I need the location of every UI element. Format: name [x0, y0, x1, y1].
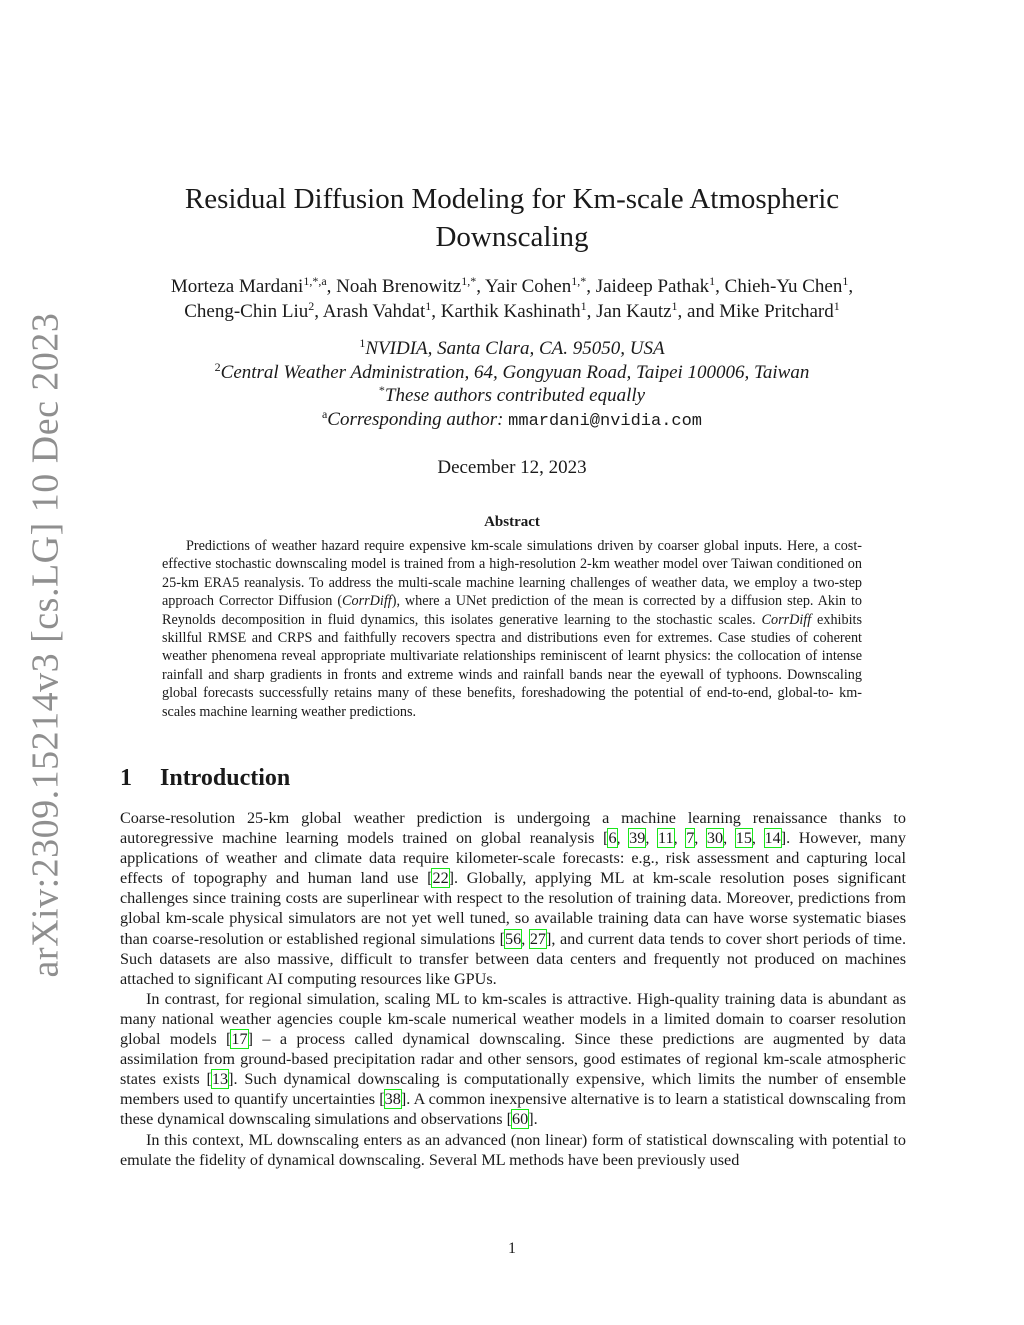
- introduction-body: [120, 808, 906, 1170]
- paragraph-text: Coarse-resolution 25-km global weather prediction is undergoing a machine learning renaissance thanks to autoregressive machine learning models trained on global reanalysis [: [120, 809, 906, 848]
- affiliation-mark: 2: [214, 360, 221, 374]
- publication-date: December 12, 2023: [437, 457, 587, 478]
- citation-link[interactable]: 22: [432, 869, 449, 888]
- citation-link[interactable]: 38: [384, 1090, 401, 1109]
- paragraph-text: ].: [528, 1110, 538, 1129]
- author-list: Morteza Mardani$^{1,*,a}$, Noah Brenowitz$^{1,*}$, Yair Cohen$^{1,*}$, Jaideep Pathak$^1$, Chieh-Yu Chen$^1$, Cheng-Chin Liu$^2$, Arash Vahdat$^1$, Karthik Kashinath$^1$, Jan Kautz$^1$, and Mike Pritchard$^1$: [170, 274, 854, 322]
- paragraph-text: ]. Globally, applying ML at km-scale resolution poses significant challenges since training costs are superlinear with respect to the resolution of training data. Moreover, predictions from global km-scale physical simulators are not yet well tuned, so available training data can have worse systematic biases than coarse-resolution or established regional simulations [: [120, 869, 906, 948]
- author-mark: 2: [308, 299, 315, 313]
- model-name: CorrDiff: [342, 593, 392, 610]
- author-name: Mike Pritchard: [719, 301, 834, 322]
- corresponding-mark: a: [321, 407, 328, 421]
- affiliation-text: Central Weather Administration, 64, Gongyuan Road, Taipei 100006, Taiwan: [220, 362, 810, 383]
- citation-link[interactable]: 15: [735, 829, 752, 848]
- corresponding-author: [100, 408, 924, 434]
- paragraph: [120, 989, 906, 1130]
- citation-link[interactable]: 11: [657, 829, 674, 848]
- citation-link[interactable]: 56: [505, 929, 522, 948]
- author-mark: 1: [425, 299, 432, 313]
- paragraph-text: ]. Such dynamical downscaling is computationally expensive, which limits the number of ensemble members used to quantify uncertainties [: [120, 1070, 906, 1109]
- citation-link[interactable]: 7: [686, 829, 695, 848]
- author-mark: 1,*: [461, 274, 477, 288]
- affiliation-text: These authors contributed equally: [384, 385, 646, 406]
- section-number: 1: [120, 765, 132, 791]
- email-link[interactable]: mmardani@nvidia.com: [508, 412, 703, 431]
- affiliation-1: [100, 337, 924, 361]
- author-name: Morteza Mardani: [170, 276, 304, 297]
- section-title: Introduction: [160, 765, 291, 791]
- arxiv-identifier-stamp: [24, 312, 66, 978]
- author-mark: 1: [842, 274, 849, 288]
- abstract-text: ), where a UNet prediction of the mean is corrected by a diffusion step. Akin to Reynolds decomposition in fluid dynamics, this isolates generative learning to the stochastic scales.: [162, 593, 862, 628]
- citation-link[interactable]: 14: [764, 829, 781, 848]
- author-mark: 1: [671, 299, 678, 313]
- citation-link[interactable]: 13: [211, 1070, 229, 1089]
- paragraph-text: ]. A common inexpensive alternative is to learn a statistical downscaling from these dynamical downscaling simulations and observations [: [120, 1090, 906, 1129]
- arxiv-stamp-text: arXiv:2309.15214v3 [cs.LG] 10 Dec 2023: [24, 312, 66, 978]
- abstract-text: Predictions of weather hazard require expensive km-scale simulations driven by coarser global inputs. Here, a cost-effective stochastic downscaling model is trained from a high-resolution 2-km weather model over Taiwan conditioned on 25-km ERA5 reanalysis. To address the multi-scale machine learning challenges of weather data, we employ a two-step approach Corrector Diffusion (: [162, 538, 862, 610]
- citation-link[interactable]: 39: [629, 829, 646, 848]
- author-connector: and: [687, 301, 715, 322]
- page-number: 1: [508, 1240, 516, 1257]
- paragraph-text: ] – a process called dynamical downscaling. Since these predictions are augmented by data assimilation from ground-based precipitation radar and other sensors, good estimates of regional km-scale atmospheric states exists [: [120, 1030, 906, 1089]
- paragraph-text: ]. However, many applications of weather and climate data require kilometer-scale forecasts: e.g., risk assessment and capturing local effects of topography and human land use [: [120, 829, 906, 888]
- paragraph-text: In this context, ML downscaling enters as an advanced (non linear) form of statistical downscaling with potential to emulate the fidelity of dynamical downscaling. Several ML methods have been previously used: [120, 1130, 906, 1169]
- paper-title: Residual Diffusion Modeling for Km-scale Atmospheric Downscaling: [184, 183, 840, 253]
- author-mark: 1,*: [571, 274, 587, 288]
- abstract-text: exhibits skillful RMSE and CRPS and faithfully recovers spectra and distributions even for extremes. Case studies of coherent weather phenomena reveal appropriate multivariate relationships reminiscent of learnt physics: the collocation of intense rainfall and sharp gradients in fronts and extreme winds and rainfall bands near the eyewall of typhoons. Downscaling global forecasts successfully retains many of these benefits, foreshadowing the potential of end-to-end, global-to- km-scales machine learning weather predictions.: [162, 611, 862, 720]
- model-name: CorrDiff: [761, 611, 812, 628]
- affiliation-2: [100, 361, 924, 385]
- paragraph: [120, 1130, 906, 1170]
- author-mark: 1,*,a: [303, 274, 327, 288]
- paragraph-text: In contrast, for regional simulation, scaling ML to km-scales is attractive. High-quality training data is abundant as many national weather agencies couple km-scale numerical weather models in a limited domain to coarser resolution global models [: [120, 989, 906, 1049]
- author-name: Chieh-Yu Chen: [724, 276, 843, 297]
- abstract-heading: Abstract: [484, 514, 540, 530]
- author-name: Cheng-Chin Liu: [184, 301, 309, 322]
- citation-link[interactable]: 27: [529, 929, 547, 948]
- corresponding-label: Corresponding author:: [327, 409, 504, 430]
- citation-link[interactable]: 30: [706, 829, 724, 848]
- author-name: Yair Cohen: [485, 276, 572, 297]
- affiliation-text: NVIDIA, Santa Clara, CA. 95050, USA: [365, 338, 665, 359]
- citation-link[interactable]: 60: [512, 1110, 529, 1129]
- citation-link[interactable]: 17: [231, 1030, 248, 1049]
- equal-contribution-note: [100, 384, 924, 408]
- affiliation-mark: 1: [359, 336, 366, 350]
- author-name: Arash Vahdat: [322, 301, 426, 322]
- paragraph: Coarse-resolution 25-km global weather prediction is undergoing a machine learning renaissance thanks to autoregressive machine learning models trained on global reanalysis [6, 39, 11, 7, 30, 15, 14]. However, many applications of weather and climate data require kilometer-scale forecasts: e.g., risk assessment and capturing local effects of topography and human land use [22]. Globally, applying ML at km-scale resolution poses significant challenges since training costs are superlinear with respect to the resolution of training data. Moreover, predictions from global km-scale physical simulators are not yet well tuned, so available training data can have worse systematic biases than coarse-resolution or established regional simulations [56, 27], and current data tends to cover short periods of time. Such datasets are also massive, difficult to transfer between data centers and frequently not produced on machines attached to significant AI computing resources like GPUs.: [120, 809, 907, 988]
- author-name: Jaideep Pathak: [595, 276, 710, 297]
- section-heading: [120, 763, 520, 793]
- affiliation-mark: *: [378, 383, 385, 397]
- author-name: Karthik Kashinath: [440, 301, 581, 322]
- abstract-body: [162, 537, 862, 721]
- author-name: Noah Brenowitz: [336, 276, 462, 297]
- citation-link[interactable]: 6: [608, 829, 617, 848]
- paragraph-text: ], and current data tends to cover short periods of time. Such datasets are also massive, difficult to transfer between data centers and frequently not produced on machines attached to significant AI computing resources like GPUs.: [120, 929, 907, 988]
- author-name: Jan Kautz: [596, 301, 672, 322]
- author-mark: 1: [709, 274, 716, 288]
- author-mark: 1: [580, 299, 587, 313]
- author-mark: 1: [833, 299, 840, 313]
